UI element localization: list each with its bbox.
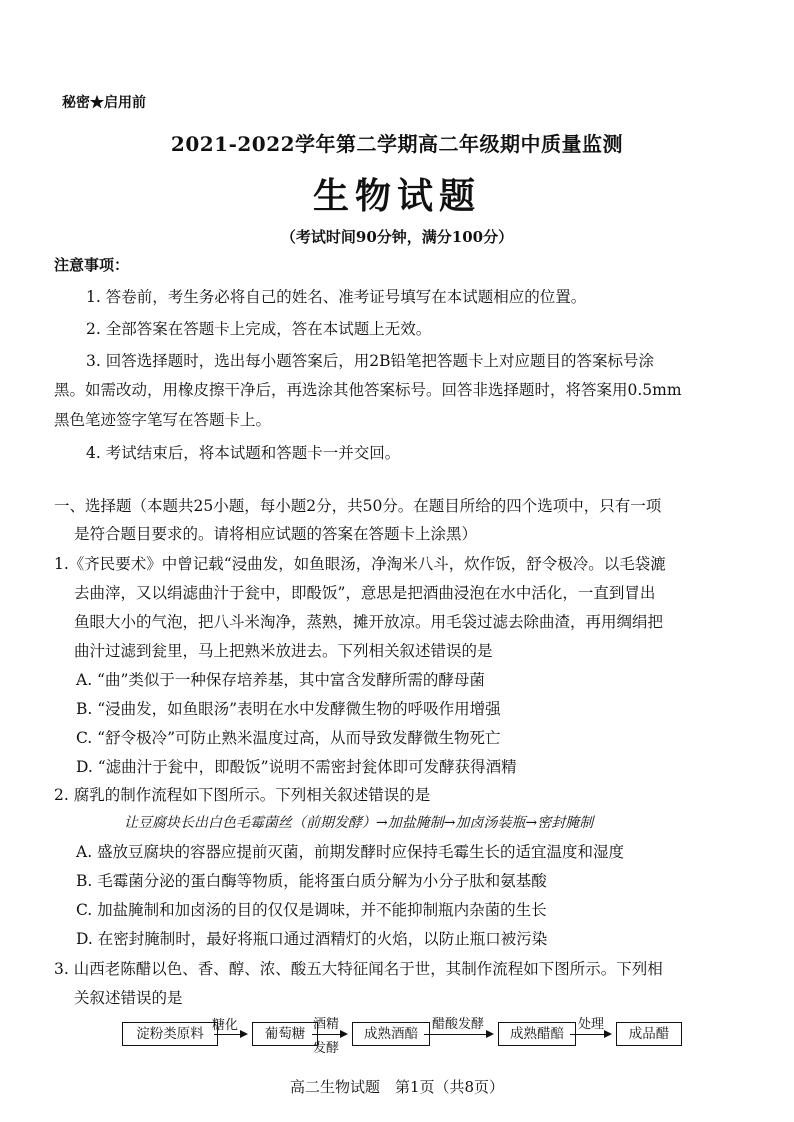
section-heading: 一、选择题（本题共25小题，每小题2分，共50分。在题目所给的四个选项中，只有一项: [54, 497, 662, 515]
q3-stem-line-2: 关叙述错误的是: [74, 989, 183, 1007]
notice-item-4: 4. 考试结束后，将本试题和答题卡一并交回。: [86, 444, 401, 462]
flow-label-fermentation: 发酵: [313, 1041, 340, 1056]
flow-label-alcohol: 酒精: [313, 1017, 340, 1032]
time-note: （考试时间90分钟，满分100分）: [280, 228, 514, 246]
flow-label-process: 处理: [578, 1017, 605, 1032]
notice-item-3-line-3: 黑色笔迹签字笔写在答题卡上。: [54, 411, 272, 429]
flow-box-mature-vinegar-mash: 成熟醋醅: [498, 1022, 576, 1046]
q2-option-a: A. 盛放豆腐块的容器应提前灭菌，前期发酵时应保持毛霉生长的适宜温度和湿度: [76, 843, 625, 861]
q1-option-c: C. “舒令极冷”可防止熟米温度过高，从而导致发酵微生物死亡: [76, 729, 501, 747]
flow-arrow-3: [424, 1034, 492, 1035]
flow-box-mature-wine-mash: 成熟酒醅: [352, 1022, 430, 1046]
q1-option-a: A. “曲”类似于一种保存培养基，其中富含发酵所需的酵母菌: [76, 671, 485, 689]
q1-stem-line-1: 1.《齐民要术》中曾记载“浸曲发，如鱼眼汤，净淘米八斗，炊作饭，舒令极冷。以毛袋漉: [54, 555, 666, 573]
flow-box-starch: 淀粉类原料: [122, 1022, 218, 1046]
q2-option-c: C. 加盐腌制和加卤汤的目的仅仅是调味，并不能抑制瓶内杂菌的生长: [76, 901, 547, 919]
notice-item-3-line-1: 3. 回答选择题时，选出每小题答案后，用2B铅笔把答题卡上对应题目的答案标号涂: [86, 352, 654, 370]
q2-option-b: B. 毛霉菌分泌的蛋白酶等物质，能将蛋白质分解为小分子肽和氨基酸: [76, 872, 547, 890]
subject-title: 生物试题: [312, 175, 481, 217]
q1-stem-line-2: 去曲滓，又以绢滤曲汁于瓮中，即酘饭”，意思是把酒曲浸泡在水中活化，一直到冒出: [74, 584, 656, 602]
q1-stem-line-3: 鱼眼大小的气泡，把八斗米淘净，蒸熟，摊开放凉。用毛袋过滤去除曲渣，再用绸绢把: [74, 613, 664, 631]
secret-label: 秘密★启用前: [62, 95, 146, 111]
q1-stem-line-4: 曲汁过滤到瓮里，马上把熟米放进去。下列相关叙述错误的是: [74, 642, 493, 660]
flow-arrow-2: [312, 1034, 346, 1035]
q3-stem-line-1: 3. 山西老陈醋以色、香、醇、浓、酸五大特征闻名于世，其制作流程如下图所示。下列相: [54, 960, 663, 978]
q2-option-d: D. 在密封腌制时，最好将瓶口通过酒精灯的火焰，以防止瓶口被污染: [76, 930, 548, 948]
notice-item-1: 1. 答卷前，考生务必将自己的姓名、准考证号填写在本试题相应的位置。: [86, 288, 587, 306]
flow-label-acetic-fermentation: 醋酸发酵: [432, 1017, 485, 1032]
notice-item-2: 2. 全部答案在答题卡上完成，答在本试题上无效。: [86, 320, 432, 338]
page-footer: 高二生物试题 第1页（共8页）: [289, 1078, 505, 1096]
section-heading-line-2: 是符合题目要求的。请将相应试题的答案在答题卡上涂黑）: [74, 525, 478, 543]
q1-option-d: D. “滤曲汁于瓮中，即酘饭”说明不需密封瓮体即可发酵获得酒精: [76, 758, 517, 776]
exam-title: 2021-2022学年第二学期高二年级期中质量监测: [170, 132, 624, 156]
flow-arrow-1: [214, 1034, 246, 1035]
flow-arrow-4: [570, 1034, 610, 1035]
q2-stem: 2. 腐乳的制作流程如下图所示。下列相关叙述错误的是: [54, 786, 431, 804]
flow-box-finished-vinegar: 成品醋: [616, 1022, 682, 1046]
q1-option-b: B. “浸曲发，如鱼眼汤”表明在水中发酵微生物的呼吸作用增强: [76, 700, 501, 718]
notice-heading: 注意事项：: [54, 256, 130, 274]
flow-box-glucose: 葡萄糖: [252, 1022, 318, 1046]
q2-process: 让豆腐块长出白色毛霉菌丝（前期发酵）→加盐腌制→加卤汤装瓶→密封腌制: [124, 815, 594, 831]
flow-label-saccharify: 糖化: [212, 1018, 239, 1033]
notice-item-3-line-2: 黑。如需改动，用橡皮擦干净后，再选涂其他答案标号。回答非选择题时，将答案用0.5mm: [54, 381, 682, 399]
